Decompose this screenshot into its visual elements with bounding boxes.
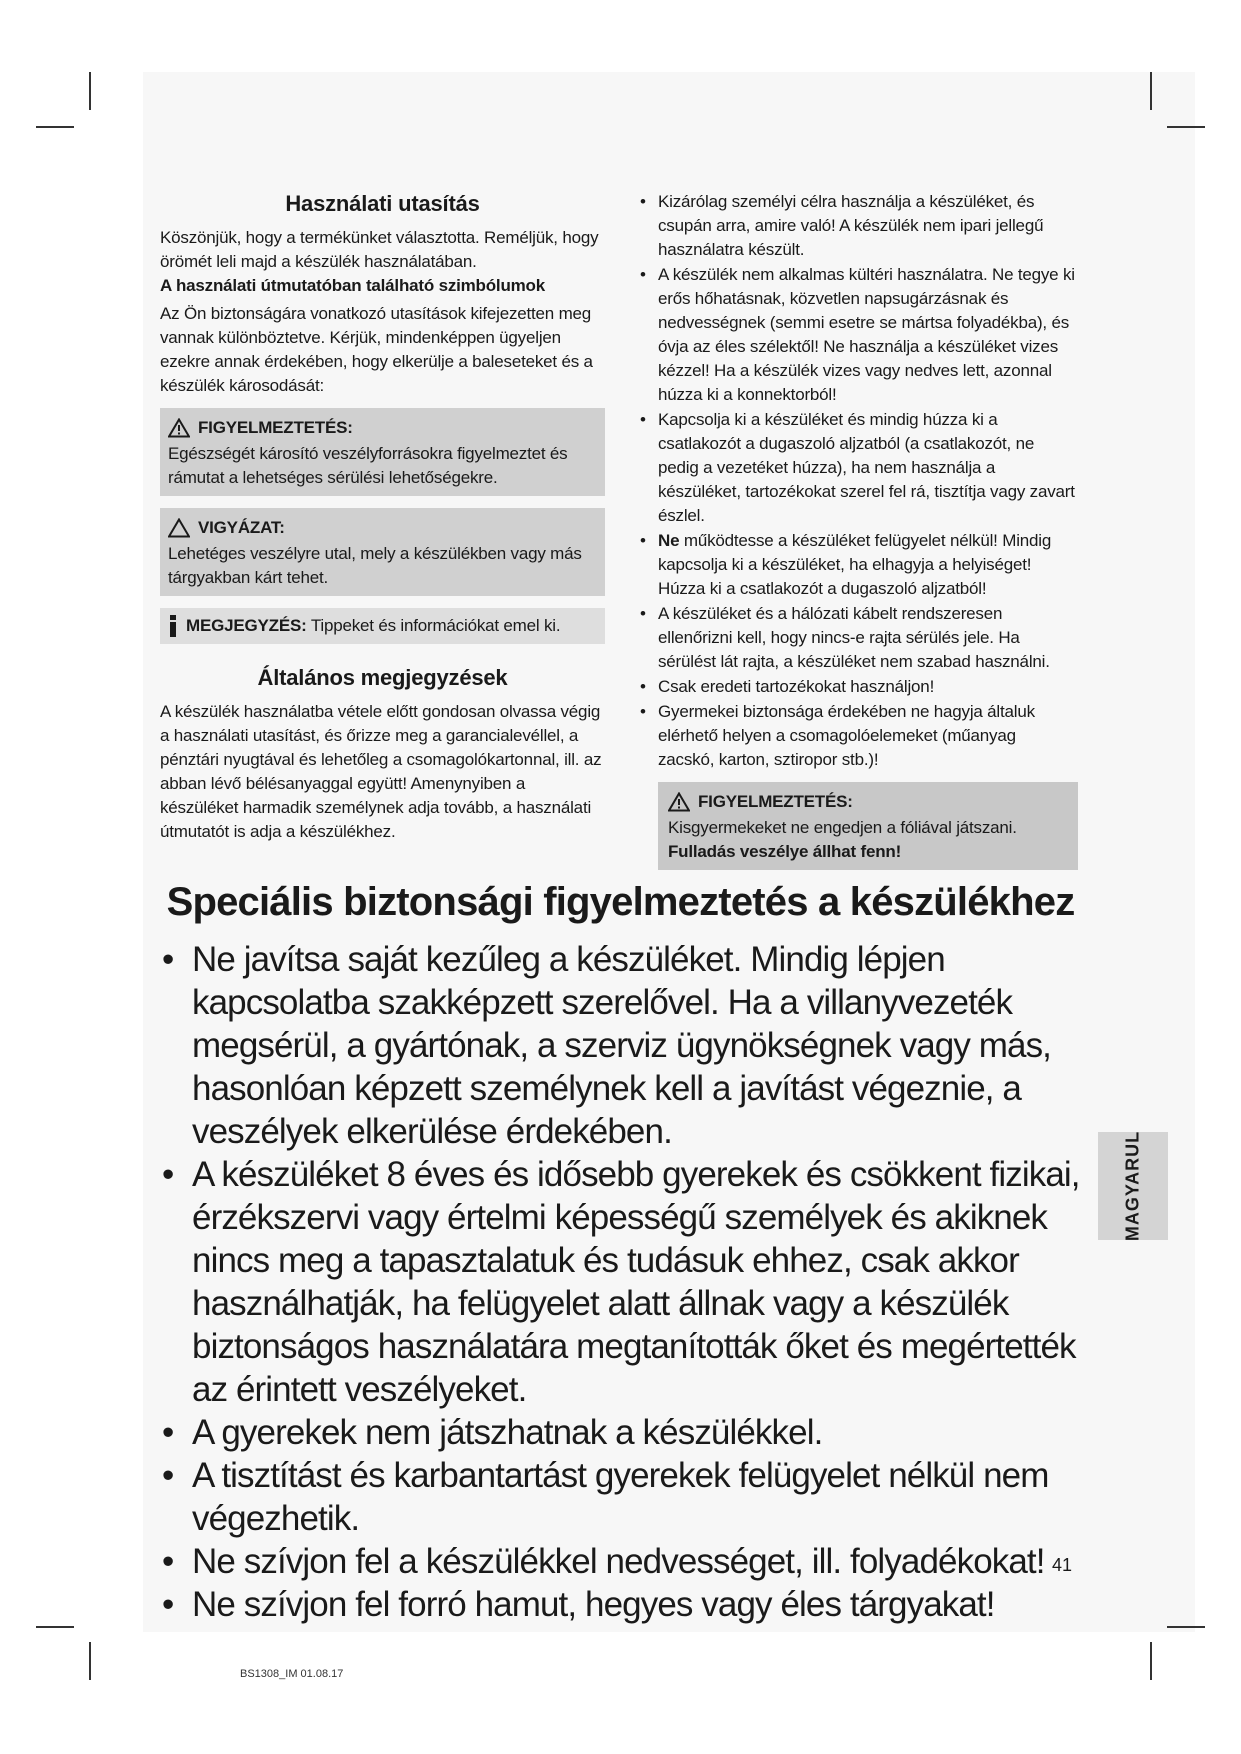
right-column [636,190,1076,870]
crop-mark [89,72,91,110]
crop-mark [36,1626,74,1628]
list-item: • Ne szívjon fel forró hamut, hegyes vagy éles tárgyakat! [162,1583,1092,1626]
suffocation-warning-box [658,782,1078,870]
warning-text: Kisgyermekeket ne engedjen a fóliával játszani. [668,818,1017,837]
section-title-general: Általános megjegyzések [257,665,508,690]
left-column [160,190,605,844]
warning-box [160,408,605,496]
warning-triangle-icon [668,792,690,812]
note-text: Tippeket és információkat emel ki. [310,616,561,635]
caution-triangle-icon [168,518,190,538]
note-box [160,608,605,644]
general-text: A készülék használatba vétele előtt gondosan olvassa végig a használati utasítást, és őrizze meg a garancialevéllel, a pénztári nyugtával és lehetőleg a csomagolókartonnal, ill. az abban lévő bélésanyaggal együtt! Amenynyiben a készüléket harmadik személynek adja tovább, a használati útmutatót is adja a készülékhez. [160,702,602,841]
crop-mark [1167,126,1205,128]
list-item: • Kizárólag személyi célra használja a készüléket, és csupán arra, amire való! A készülék nem ipari jellegű használatra készült. [636,190,1076,262]
crop-mark [1150,1642,1152,1680]
list-item-bold: Ne [658,531,680,550]
warning-text: Egészségét károsító veszélyforrásokra figyelmeztet és rámutat a lehetséges sérülési lehetőségekre. [168,444,568,487]
list-item: • Csak eredeti tartozékokat használjon! [636,675,1076,699]
caution-text: Lehetéges veszélyre utal, mely a készülékben vagy más tárgyakban kárt tehet. [168,544,582,587]
language-tab-label: MAGYARUL [1122,1130,1143,1242]
list-item: • A gyerekek nem játszhatnak a készülékkel. [162,1411,1092,1454]
symbols-heading: A használati útmutatóban található szimbólumok [160,276,545,295]
list-item: • Ne javítsa saját kezűleg a készüléket. Mindig lépjen kapcsolatba szakképzett szerelővel. Ha a villanyvezeték megsérül, a gyártónak, a szerviz ügynökségnek vagy más, hasonlóan képzett személynek kell a javítást végeznie, a veszélyek elkerülése érdekében. [162,938,1092,1153]
list-item: • Kapcsolja ki a készüléket és mindig húzza ki a csatlakozót a dugaszoló aljzatból (a csatlakozót, ne pedig a vezetéket húzza), ha nem használja a készüléket, tartozékokat szerel fel rá, tisztítja vagy zavart észlel. [636,408,1076,528]
symbols-text: Az Ön biztonságára vonatkozó utasítások kifejezetten meg vannak különböztetve. Kérjük, mindenképpen ügyeljen ezekre annak érdekében, hogy elkerülje a baleseteket és a készülék károsodását: [160,304,593,395]
crop-mark [1150,72,1152,110]
special-safety-list [162,938,1092,1626]
list-item: • Ne szívjon fel a készülékkel nedvességet, ill. folyadékokat! [162,1540,1092,1583]
crop-mark [36,126,74,128]
list-item [636,529,1076,601]
intro-text: Köszönjük, hogy a termékünket választotta. Reméljük, hogy örömét leli majd a készülék használatában. [160,228,599,271]
safety-list [636,190,1076,772]
warning-triangle-icon [168,418,190,438]
warning-label: FIGYELMEZTETÉS: [198,418,353,437]
list-item: • Gyermekei biztonsága érdekében ne hagyja általuk elérhető helyen a csomagolóelemeket (műanyag zacskó, karton, sztiropor stb.)! [636,700,1076,772]
crop-mark [89,1642,91,1680]
info-icon [168,615,178,637]
section-title-instructions: Használati utasítás [285,191,480,216]
warning-label: FIGYELMEZTETÉS: [698,792,853,811]
caution-label: VIGYÁZAT: [198,518,285,537]
warning-bold-text: Fulladás veszélye állhat fenn! [668,842,902,861]
special-safety-title: Speciális biztonsági figyelmeztetés a készülékhez [166,880,1075,924]
language-tab [1098,1132,1168,1240]
note-label: MEGJEGYZÉS: [186,616,307,635]
list-item: • A készüléket és a hálózati kábelt rendszeresen ellenőrizni kell, hogy nincs-e rajta sérülés jele. Ha sérülést lát rajta, a készüléket nem szabad használni. [636,602,1076,674]
crop-mark [1167,1626,1205,1628]
list-item: • A tisztítást és karbantartást gyerekek felügyelet nélkül nem végezhetik. [162,1454,1092,1540]
page-number: 41 [1052,1555,1073,1575]
list-item: • A készülék nem alkalmas kültéri használatra. Ne tegye ki erős hőhatásnak, közvetlen napsugárzásnak és nedvességnek (semmi esetre se mártsa folyadékba), és óvja az éles szélektől! Ne használja a készüléket vizes kézzel! Ha a készülék vizes vagy nedves lett, azonnal húzza ki a konnektorból! [636,263,1076,407]
list-item: • A készüléket 8 éves és idősebb gyerekek és csökkent fizikai, érzékszervi vagy értelmi képességű személyek és akiknek nincs meg a tapasztalatuk és tudásuk ehhez, csak akkor használhatják, ha felügyelet alatt állnak vagy a készülék biztonságos használatára megtanították őket és megértették az érintett veszélyeket. [162,1153,1092,1411]
caution-box [160,508,605,596]
footer-code: BS1308_IM 01.08.17 [240,1668,344,1680]
list-item-text: működtesse a készüléket felügyelet nélkül! Mindig kapcsolja ki a készüléket, ha elhagyja a helyiséget! Húzza ki a csatlakozót a dugaszoló aljzatból! [658,531,1052,598]
